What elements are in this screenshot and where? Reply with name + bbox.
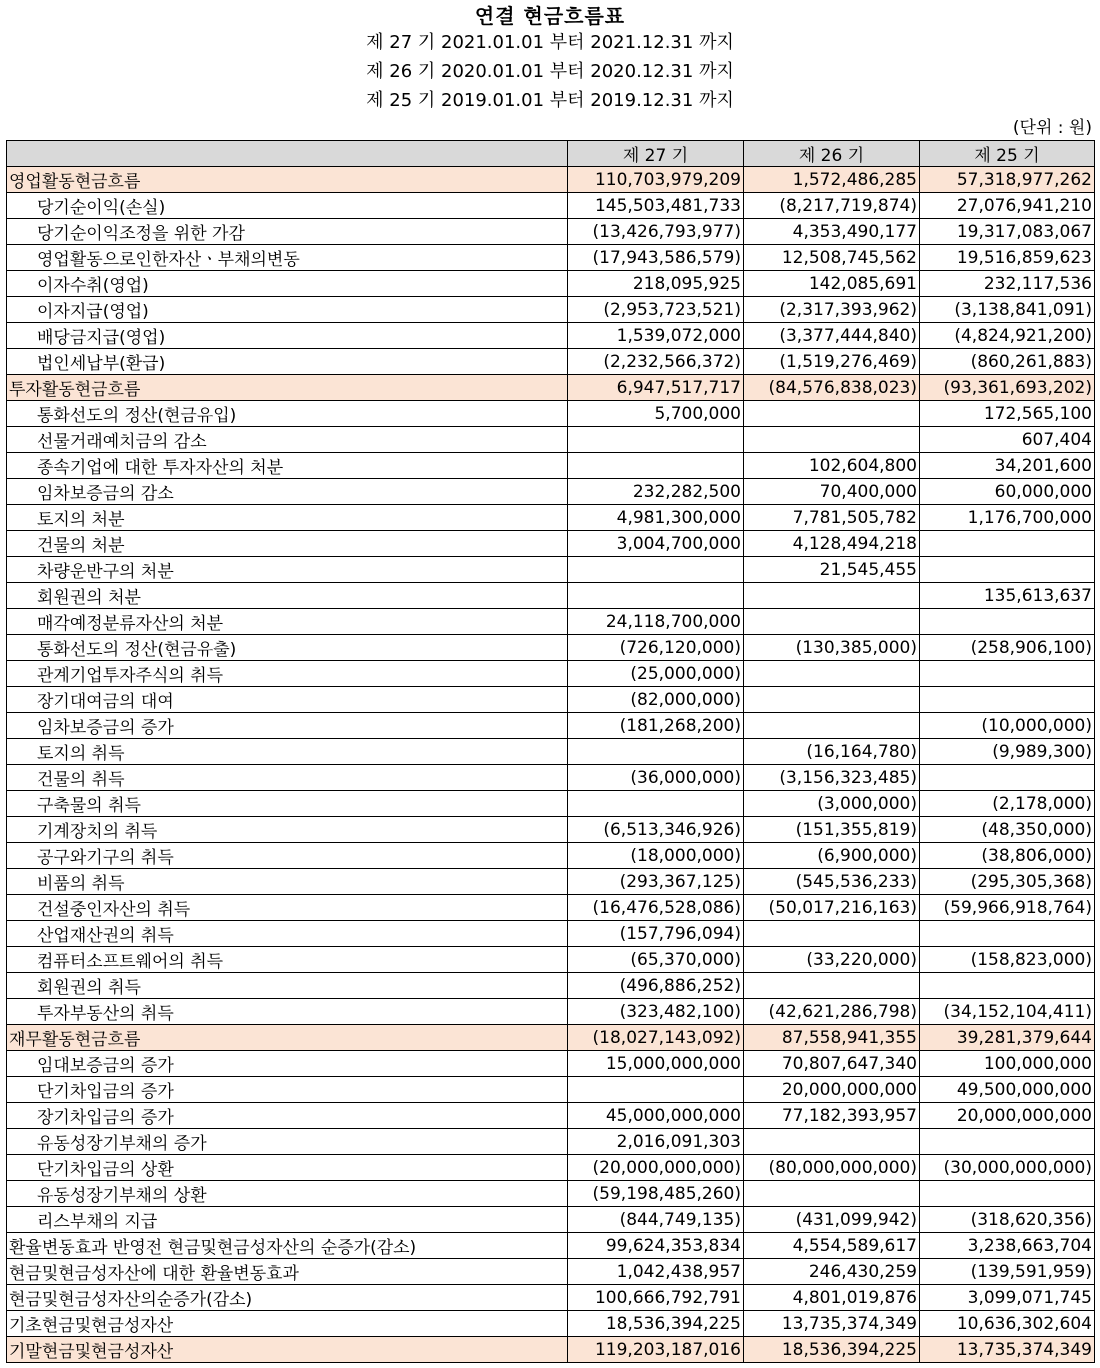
table-row bbox=[7, 687, 1095, 713]
value-period-26 bbox=[744, 609, 920, 635]
table-row bbox=[7, 375, 1095, 401]
table-row bbox=[7, 765, 1095, 791]
value-period-27: (13,426,793,977) bbox=[568, 219, 744, 245]
statement-title: 연결 현금흐름표 bbox=[474, 4, 626, 28]
value-period-27 bbox=[568, 427, 744, 453]
row-label: 현금및현금성자산의순증가(감소) bbox=[7, 1285, 568, 1311]
row-label: 법인세납부(환급) bbox=[7, 349, 568, 375]
row-label: 배당금지급(영업) bbox=[7, 323, 568, 349]
row-label: 환율변동효과 반영전 현금및현금성자산의 순증가(감소) bbox=[7, 1233, 568, 1259]
value-period-26: 18,536,394,225 bbox=[744, 1337, 920, 1363]
value-period-25: (139,591,959) bbox=[920, 1259, 1095, 1285]
value-period-27: (844,749,135) bbox=[568, 1207, 744, 1233]
value-period-26: 70,400,000 bbox=[744, 479, 920, 505]
period-line-26: 제 26 기 2020.01.01 부터 2020.12.31 까지 bbox=[366, 61, 734, 82]
table-row bbox=[7, 323, 1095, 349]
table-row bbox=[7, 167, 1095, 193]
table-row bbox=[7, 427, 1095, 453]
value-period-27 bbox=[568, 557, 744, 583]
value-period-26: (1,519,276,469) bbox=[744, 349, 920, 375]
value-period-27 bbox=[568, 1077, 744, 1103]
value-period-25: (4,824,921,200) bbox=[920, 323, 1095, 349]
value-period-25: (3,138,841,091) bbox=[920, 297, 1095, 323]
value-period-27: 119,203,187,016 bbox=[568, 1337, 744, 1363]
value-period-26: (2,317,393,962) bbox=[744, 297, 920, 323]
table-row bbox=[7, 869, 1095, 895]
header-period-26: 제 26 기 bbox=[744, 141, 920, 167]
row-label: 선물거래예치금의 감소 bbox=[7, 427, 568, 453]
row-label: 건물의 취득 bbox=[7, 765, 568, 791]
value-period-27: 1,042,438,957 bbox=[568, 1259, 744, 1285]
value-period-25: (2,178,000) bbox=[920, 791, 1095, 817]
value-period-26 bbox=[744, 583, 920, 609]
table-row bbox=[7, 895, 1095, 921]
value-period-27: 100,666,792,791 bbox=[568, 1285, 744, 1311]
value-period-26 bbox=[744, 713, 920, 739]
value-period-26: (151,355,819) bbox=[744, 817, 920, 843]
value-period-25: 13,735,374,349 bbox=[920, 1337, 1095, 1363]
value-period-27: 24,118,700,000 bbox=[568, 609, 744, 635]
row-label: 영업활동현금흐름 bbox=[7, 167, 568, 193]
value-period-26: (545,536,233) bbox=[744, 869, 920, 895]
value-period-25 bbox=[920, 973, 1095, 999]
table-row bbox=[7, 193, 1095, 219]
value-period-26: 1,572,486,285 bbox=[744, 167, 920, 193]
value-period-27: 145,503,481,733 bbox=[568, 193, 744, 219]
value-period-26 bbox=[744, 1129, 920, 1155]
value-period-25: 3,099,071,745 bbox=[920, 1285, 1095, 1311]
row-label: 영업활동으로인한자산ㆍ부채의변동 bbox=[7, 245, 568, 271]
value-period-25: 10,636,302,604 bbox=[920, 1311, 1095, 1337]
value-period-27: (25,000,000) bbox=[568, 661, 744, 687]
value-period-27: (20,000,000,000) bbox=[568, 1155, 744, 1181]
table-row bbox=[7, 1259, 1095, 1285]
value-period-25: (30,000,000,000) bbox=[920, 1155, 1095, 1181]
value-period-25: (9,989,300) bbox=[920, 739, 1095, 765]
table-row bbox=[7, 661, 1095, 687]
table-row bbox=[7, 531, 1095, 557]
row-label: 단기차입금의 증가 bbox=[7, 1077, 568, 1103]
value-period-27: 4,981,300,000 bbox=[568, 505, 744, 531]
value-period-26: (3,000,000) bbox=[744, 791, 920, 817]
value-period-25: 135,613,637 bbox=[920, 583, 1095, 609]
value-period-25: 39,281,379,644 bbox=[920, 1025, 1095, 1051]
table-row bbox=[7, 1077, 1095, 1103]
value-period-25 bbox=[920, 765, 1095, 791]
value-period-27: (65,370,000) bbox=[568, 947, 744, 973]
value-period-27 bbox=[568, 453, 744, 479]
value-period-27: 1,539,072,000 bbox=[568, 323, 744, 349]
table-row bbox=[7, 401, 1095, 427]
value-period-27: (293,367,125) bbox=[568, 869, 744, 895]
value-period-26: 20,000,000,000 bbox=[744, 1077, 920, 1103]
value-period-27: (59,198,485,260) bbox=[568, 1181, 744, 1207]
row-label: 통화선도의 정산(현금유입) bbox=[7, 401, 568, 427]
value-period-25: 20,000,000,000 bbox=[920, 1103, 1095, 1129]
table-row bbox=[7, 1207, 1095, 1233]
value-period-26: (3,377,444,840) bbox=[744, 323, 920, 349]
row-label: 임대보증금의 증가 bbox=[7, 1051, 568, 1077]
value-period-27: 110,703,979,209 bbox=[568, 167, 744, 193]
value-period-26: 87,558,941,355 bbox=[744, 1025, 920, 1051]
value-period-25 bbox=[920, 557, 1095, 583]
value-period-25: 34,201,600 bbox=[920, 453, 1095, 479]
period-line-27: 제 27 기 2021.01.01 부터 2021.12.31 까지 bbox=[366, 32, 734, 53]
value-period-26 bbox=[744, 1181, 920, 1207]
row-label: 장기대여금의 대여 bbox=[7, 687, 568, 713]
value-period-26: 12,508,745,562 bbox=[744, 245, 920, 271]
value-period-25: 19,516,859,623 bbox=[920, 245, 1095, 271]
value-period-27: (2,953,723,521) bbox=[568, 297, 744, 323]
row-label: 리스부채의 지급 bbox=[7, 1207, 568, 1233]
value-period-25: (38,806,000) bbox=[920, 843, 1095, 869]
value-period-26 bbox=[744, 921, 920, 947]
value-period-26: 21,545,455 bbox=[744, 557, 920, 583]
value-period-25 bbox=[920, 687, 1095, 713]
unit-label: (단위 : 원) bbox=[1012, 118, 1092, 138]
value-period-27: 218,095,925 bbox=[568, 271, 744, 297]
table-row bbox=[7, 453, 1095, 479]
value-period-27: 45,000,000,000 bbox=[568, 1103, 744, 1129]
row-label: 관계기업투자주식의 취득 bbox=[7, 661, 568, 687]
row-label: 임차보증금의 감소 bbox=[7, 479, 568, 505]
header-period-27: 제 27 기 bbox=[568, 141, 744, 167]
table-row bbox=[7, 349, 1095, 375]
value-period-25: 100,000,000 bbox=[920, 1051, 1095, 1077]
value-period-25 bbox=[920, 531, 1095, 557]
table-row bbox=[7, 583, 1095, 609]
row-label: 장기차입금의 증가 bbox=[7, 1103, 568, 1129]
table-row bbox=[7, 1051, 1095, 1077]
table-row bbox=[7, 713, 1095, 739]
value-period-26: 70,807,647,340 bbox=[744, 1051, 920, 1077]
row-label: 기초현금및현금성자산 bbox=[7, 1311, 568, 1337]
value-period-25: (10,000,000) bbox=[920, 713, 1095, 739]
value-period-27: (157,796,094) bbox=[568, 921, 744, 947]
value-period-26 bbox=[744, 661, 920, 687]
value-period-26: 102,604,800 bbox=[744, 453, 920, 479]
value-period-25 bbox=[920, 921, 1095, 947]
cash-flow-table bbox=[6, 140, 1095, 1363]
value-period-25 bbox=[920, 1181, 1095, 1207]
value-period-26: 7,781,505,782 bbox=[744, 505, 920, 531]
period-line-25: 제 25 기 2019.01.01 부터 2019.12.31 까지 bbox=[366, 90, 734, 111]
row-label: 이자수취(영업) bbox=[7, 271, 568, 297]
row-label: 종속기업에 대한 투자자산의 처분 bbox=[7, 453, 568, 479]
table-row bbox=[7, 1181, 1095, 1207]
value-period-25 bbox=[920, 609, 1095, 635]
table-row bbox=[7, 1233, 1095, 1259]
value-period-26: (84,576,838,023) bbox=[744, 375, 920, 401]
table-row bbox=[7, 1129, 1095, 1155]
value-period-27 bbox=[568, 739, 744, 765]
row-label: 공구와기구의 취득 bbox=[7, 843, 568, 869]
table-row bbox=[7, 973, 1095, 999]
value-period-26 bbox=[744, 973, 920, 999]
table-row bbox=[7, 1025, 1095, 1051]
row-label: 토지의 취득 bbox=[7, 739, 568, 765]
row-label: 토지의 처분 bbox=[7, 505, 568, 531]
row-label: 유동성장기부채의 상환 bbox=[7, 1181, 568, 1207]
table-row bbox=[7, 245, 1095, 271]
value-period-27: (726,120,000) bbox=[568, 635, 744, 661]
row-label: 건설중인자산의 취득 bbox=[7, 895, 568, 921]
row-label: 현금및현금성자산에 대한 환율변동효과 bbox=[7, 1259, 568, 1285]
value-period-26: 4,554,589,617 bbox=[744, 1233, 920, 1259]
value-period-25: (258,906,100) bbox=[920, 635, 1095, 661]
value-period-25: (59,966,918,764) bbox=[920, 895, 1095, 921]
value-period-25: 57,318,977,262 bbox=[920, 167, 1095, 193]
row-label: 비품의 취득 bbox=[7, 869, 568, 895]
value-period-26: (8,217,719,874) bbox=[744, 193, 920, 219]
value-period-25: 27,076,941,210 bbox=[920, 193, 1095, 219]
header-label-column bbox=[7, 141, 568, 167]
row-label: 구축물의 취득 bbox=[7, 791, 568, 817]
value-period-25: (295,305,368) bbox=[920, 869, 1095, 895]
row-label: 회원권의 취득 bbox=[7, 973, 568, 999]
row-label: 매각예정분류자산의 처분 bbox=[7, 609, 568, 635]
table-row bbox=[7, 1155, 1095, 1181]
value-period-27: 99,624,353,834 bbox=[568, 1233, 744, 1259]
row-label: 당기순이익조정을 위한 가감 bbox=[7, 219, 568, 245]
value-period-25: (860,261,883) bbox=[920, 349, 1095, 375]
table-row bbox=[7, 557, 1095, 583]
value-period-27: (82,000,000) bbox=[568, 687, 744, 713]
value-period-27: 18,536,394,225 bbox=[568, 1311, 744, 1337]
value-period-26: 142,085,691 bbox=[744, 271, 920, 297]
value-period-27: 3,004,700,000 bbox=[568, 531, 744, 557]
row-label: 투자활동현금흐름 bbox=[7, 375, 568, 401]
value-period-27: (496,886,252) bbox=[568, 973, 744, 999]
value-period-26: 77,182,393,957 bbox=[744, 1103, 920, 1129]
value-period-27: 2,016,091,303 bbox=[568, 1129, 744, 1155]
value-period-26 bbox=[744, 427, 920, 453]
table-row bbox=[7, 479, 1095, 505]
row-label: 차량운반구의 처분 bbox=[7, 557, 568, 583]
row-label: 회원권의 처분 bbox=[7, 583, 568, 609]
value-period-26 bbox=[744, 401, 920, 427]
value-period-26 bbox=[744, 687, 920, 713]
row-label: 유동성장기부채의 증가 bbox=[7, 1129, 568, 1155]
table-row bbox=[7, 609, 1095, 635]
value-period-27: (17,943,586,579) bbox=[568, 245, 744, 271]
value-period-25: (93,361,693,202) bbox=[920, 375, 1095, 401]
value-period-26: 4,353,490,177 bbox=[744, 219, 920, 245]
value-period-26: (50,017,216,163) bbox=[744, 895, 920, 921]
value-period-26: (42,621,286,798) bbox=[744, 999, 920, 1025]
value-period-26: (80,000,000,000) bbox=[744, 1155, 920, 1181]
row-label: 당기순이익(손실) bbox=[7, 193, 568, 219]
table-row bbox=[7, 1337, 1095, 1363]
value-period-26: (33,220,000) bbox=[744, 947, 920, 973]
table-row bbox=[7, 219, 1095, 245]
table-row bbox=[7, 635, 1095, 661]
value-period-26: (3,156,323,485) bbox=[744, 765, 920, 791]
value-period-25: (318,620,356) bbox=[920, 1207, 1095, 1233]
table-row bbox=[7, 271, 1095, 297]
value-period-25: (48,350,000) bbox=[920, 817, 1095, 843]
row-label: 기말현금및현금성자산 bbox=[7, 1337, 568, 1363]
value-period-25: 60,000,000 bbox=[920, 479, 1095, 505]
table-row bbox=[7, 817, 1095, 843]
value-period-27: (18,000,000) bbox=[568, 843, 744, 869]
value-period-25: 19,317,083,067 bbox=[920, 219, 1095, 245]
row-label: 산업재산권의 취득 bbox=[7, 921, 568, 947]
value-period-26: (6,900,000) bbox=[744, 843, 920, 869]
row-label: 이자지급(영업) bbox=[7, 297, 568, 323]
value-period-26: 4,128,494,218 bbox=[744, 531, 920, 557]
value-period-26: (130,385,000) bbox=[744, 635, 920, 661]
value-period-27: 6,947,517,717 bbox=[568, 375, 744, 401]
row-label: 단기차입금의 상환 bbox=[7, 1155, 568, 1181]
value-period-27: 5,700,000 bbox=[568, 401, 744, 427]
value-period-27: (323,482,100) bbox=[568, 999, 744, 1025]
table-row bbox=[7, 999, 1095, 1025]
value-period-27: 15,000,000,000 bbox=[568, 1051, 744, 1077]
value-period-25 bbox=[920, 661, 1095, 687]
value-period-25: 3,238,663,704 bbox=[920, 1233, 1095, 1259]
row-label: 기계장치의 취득 bbox=[7, 817, 568, 843]
value-period-25: (34,152,104,411) bbox=[920, 999, 1095, 1025]
value-period-25: 1,176,700,000 bbox=[920, 505, 1095, 531]
value-period-25: 232,117,536 bbox=[920, 271, 1095, 297]
value-period-27: (36,000,000) bbox=[568, 765, 744, 791]
value-period-26: 4,801,019,876 bbox=[744, 1285, 920, 1311]
value-period-25: 607,404 bbox=[920, 427, 1095, 453]
value-period-26: (16,164,780) bbox=[744, 739, 920, 765]
value-period-25: 172,565,100 bbox=[920, 401, 1095, 427]
row-label: 투자부동산의 취득 bbox=[7, 999, 568, 1025]
value-period-27: 232,282,500 bbox=[568, 479, 744, 505]
table-row bbox=[7, 739, 1095, 765]
table-row bbox=[7, 1311, 1095, 1337]
value-period-27 bbox=[568, 583, 744, 609]
value-period-27: (2,232,566,372) bbox=[568, 349, 744, 375]
row-label: 임차보증금의 증가 bbox=[7, 713, 568, 739]
row-label: 재무활동현금흐름 bbox=[7, 1025, 568, 1051]
table-row bbox=[7, 843, 1095, 869]
row-label: 컴퓨터소프트웨어의 취득 bbox=[7, 947, 568, 973]
table-row bbox=[7, 1103, 1095, 1129]
value-period-27: (16,476,528,086) bbox=[568, 895, 744, 921]
table-row bbox=[7, 947, 1095, 973]
value-period-25: 49,500,000,000 bbox=[920, 1077, 1095, 1103]
value-period-27: (6,513,346,926) bbox=[568, 817, 744, 843]
table-row bbox=[7, 297, 1095, 323]
table-row bbox=[7, 1285, 1095, 1311]
value-period-26: 13,735,374,349 bbox=[744, 1311, 920, 1337]
value-period-27 bbox=[568, 791, 744, 817]
value-period-26: 246,430,259 bbox=[744, 1259, 920, 1285]
header-row bbox=[7, 141, 1095, 167]
row-label: 통화선도의 정산(현금유출) bbox=[7, 635, 568, 661]
value-period-25 bbox=[920, 1129, 1095, 1155]
table-row bbox=[7, 791, 1095, 817]
value-period-27: (181,268,200) bbox=[568, 713, 744, 739]
value-period-27: (18,027,143,092) bbox=[568, 1025, 744, 1051]
table-row bbox=[7, 921, 1095, 947]
value-period-26: (431,099,942) bbox=[744, 1207, 920, 1233]
header-period-25: 제 25 기 bbox=[920, 141, 1095, 167]
value-period-25: (158,823,000) bbox=[920, 947, 1095, 973]
table-row bbox=[7, 505, 1095, 531]
row-label: 건물의 처분 bbox=[7, 531, 568, 557]
